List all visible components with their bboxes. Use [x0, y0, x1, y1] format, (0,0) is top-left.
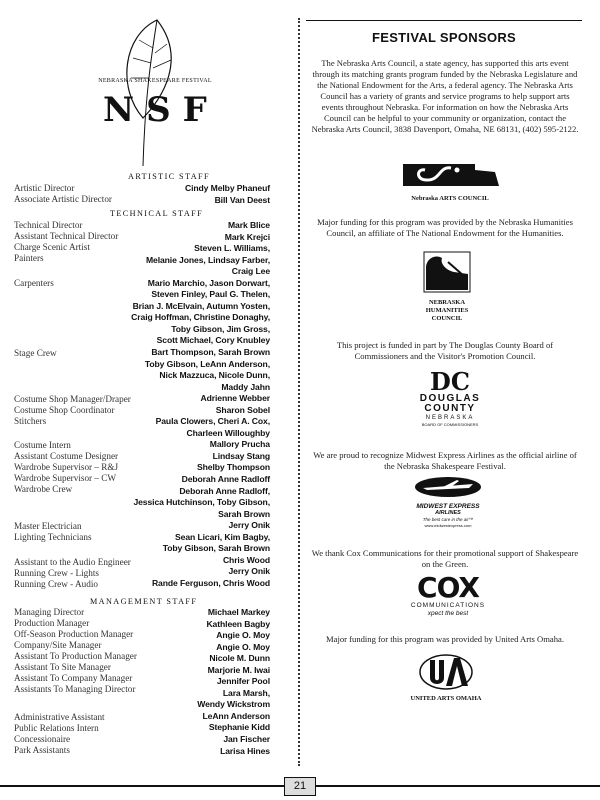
nac-logo-caption: Nebraska ARTS COUNCIL: [411, 195, 489, 202]
midwest-express-name: MIDWEST EXPRESS: [416, 503, 480, 510]
sponsor-paragraph-douglas: This project is funded in part by The Douglas County Board of Commissioners and the Visitor's Promotion Council.: [336, 340, 554, 361]
dc-logo-line4: BOARD OF COMMISSIONERS: [421, 422, 479, 427]
cox-logo-communications: COMMUNICATIONS: [410, 602, 486, 609]
dc-logo-line3: NEBRASKA: [425, 415, 475, 421]
sponsors-top-rule: [306, 20, 582, 21]
artistic-staff-heading: ARTISTIC STAFF: [128, 172, 210, 181]
column-divider: [298, 18, 300, 766]
management-staff-heading: MANAGEMENT STAFF: [90, 597, 198, 606]
logo-title: NEBRASKA SHAKESPEARE FESTIVAL: [98, 78, 212, 84]
technical-roles-g: Assistant to the Audio Engineer Running Crew - Lights Running Crew - Audio: [14, 557, 131, 589]
technical-roles-a: Technical Director Assistant Technical Director Charge Scenic Artist Painters: [14, 220, 119, 263]
page-number: 21: [284, 777, 316, 796]
technical-roles-c: Stage Crew: [14, 348, 57, 358]
dc-logo-line2: COUNTY: [424, 403, 476, 414]
artistic-roles: Artistic Director Associate Artistic Director: [14, 183, 112, 204]
sponsors-title: FESTIVAL SPONSORS: [371, 30, 517, 45]
dc-logo-line1: DOUGLAS: [419, 393, 481, 404]
united-arts-omaha-graphic: [418, 652, 474, 690]
artistic-names: Cindy Melby Phaneuf Bill Van Deest: [184, 183, 270, 205]
midwest-express-tagline: The best care in the air™: [422, 517, 474, 522]
united-arts-omaha-caption: UNITED ARTS OMAHA: [410, 695, 482, 702]
sponsor-paragraph-uao: Major funding for this program was provided by United Arts Omaha.: [326, 634, 564, 644]
united-arts-omaha-logo: [396, 652, 496, 706]
technical-roles-b: Carpenters: [14, 278, 54, 288]
festival-logo: [95, 18, 219, 168]
sponsor-paragraph-cox: We thank Cox Communications for their promotional support of Shakespeare on the Green.: [311, 548, 579, 569]
douglas-county-logo: [410, 367, 490, 428]
technical-roles-d: Costume Shop Manager/Draper Costume Shop Coordinator Stitchers: [14, 394, 131, 426]
sponsor-paragraph-nhc: Major funding for this program was provided by the Nebraska Humanities Council, an affiliate of The National Endowment for the Humanities.: [317, 217, 573, 238]
cox-logo-name: COX: [417, 571, 479, 604]
nac-logo-graphic: [395, 158, 505, 190]
midwest-express-graphic: [413, 476, 483, 498]
management-roles-a: Managing Director Production Manager Off-Season Production Manager Company/Site Manager Assistant To Production Manager Assistant To Site Manager Assistant To Company Manager Assistants To Managing Director: [14, 607, 137, 694]
cox-logo-tagline: xpect the best: [427, 610, 469, 617]
cox-logo: [398, 571, 498, 626]
technical-staff-heading: TECHNICAL STAFF: [110, 209, 204, 218]
management-names: Michael Markey Kathleen Bagby Angie O. Moy Angie O. Moy Nicole M. Dunn Marjorie M. Iwai Jennifer Pool Lara Marsh, Wendy Wickstrom LeAnn Anderson Stephanie Kidd Jan Fischer Larisa Hines: [197, 607, 270, 756]
midwest-express-url: www.midwestexpress.com: [424, 523, 472, 528]
dc-logo-letters: DC: [430, 367, 470, 396]
nhc-logo-caption: NEBRASKA HUMANITIES COUNCIL: [425, 299, 469, 322]
sponsor-paragraph-midwest: We are proud to recognize Midwest Express Airlines as the official airline of the Nebraska Shakespeare Festival.: [313, 450, 577, 471]
management-roles-b: Administrative Assistant Public Relations Intern Concessionaire Park Assistants: [14, 712, 105, 755]
sponsor-paragraph-nac: The Nebraska Arts Council, a state agency, has supported this arts event through its matching grants program funded by the Nebraska Legislature and the National Endowment for the Arts, a federal agency. The Nebraska Arts Council has a variety of grants and service programs to help support arts events throughout Nebraska. For information on how the Nebraska Arts Council can be helpful to your community or organization, contact the Nebraska Arts Council, 3838 Davenport, Omaha, NE 68131, (402) 595-2122.: [311, 58, 579, 134]
technical-names: Mark Blice Mark Krejci Steven L. Williams, Melanie Jones, Lindsay Farber, Craig Lee Mario Marchio, Jason Dorwart, Steven Finley, Paul G. Thelen, Brian J. McElvain, Autumn Yosten, Craig Hoffman, Christine Donaghy, Toby Gibson, Jim Gross, Scott Michael, Cory Knubley Bart Thompson, Sarah Brown Toby Gibson, LeAnn Anderson, Nick Mazzuca, Nicole Dunn, Maddy Jahn Adrienne Webber Sharon Sobel Paula Clowers, Cheri A. Cox, Charleen Willoughby Mallory Prucha Lindsay Stang Shelby Thompson Deborah Anne Radloff Deborah Anne Radloff, Jessica Hutchinson, Toby Gibson, Sarah Brown Jerry Onik Sean Licari, Kim Bagby, Toby Gibson, Sarah Brown Chris Wood Jerry Onik Rande Ferguson, Chris Wood: [131, 220, 270, 588]
nhc-logo-graphic: [412, 250, 482, 294]
nac-logo: [395, 158, 505, 200]
midwest-express-airlines: AIRLINES: [435, 510, 461, 516]
technical-roles-e: Costume Intern Assistant Costume Designer Wardrobe Supervisor – R&J Wardrobe Supervisor – CW Wardrobe Crew: [14, 440, 119, 494]
nhc-logo: [412, 250, 482, 330]
midwest-express-logo: [408, 476, 488, 534]
technical-roles-f: Master Electrician Lighting Technicians: [14, 521, 92, 542]
logo-letters: NSF: [103, 90, 219, 130]
